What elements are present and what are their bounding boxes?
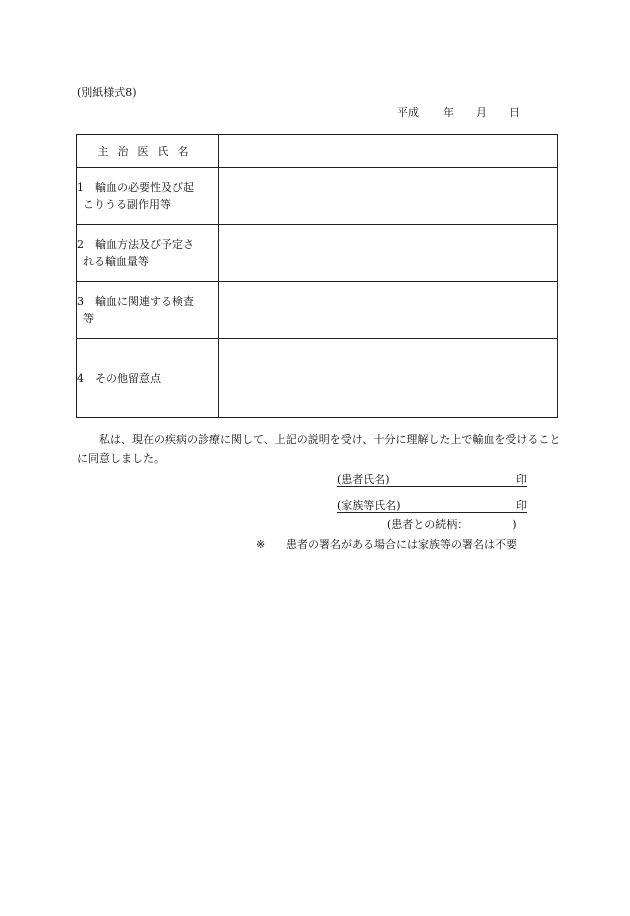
necessity-field[interactable] bbox=[219, 168, 558, 225]
table-row bbox=[77, 135, 558, 168]
signature-note bbox=[256, 536, 517, 552]
date-day: 日 bbox=[509, 106, 520, 119]
consent-statement: 私は、現在の疾病の診療に関して、上記の説明を受け、十分に理解した上で輸血を受けることに同意しました。 bbox=[77, 433, 561, 465]
doctor-name-field[interactable] bbox=[219, 135, 558, 168]
tests-field[interactable] bbox=[219, 282, 558, 339]
note-text: 患者の署名がある場合には家族等の署名は不要 bbox=[286, 538, 517, 551]
relationship-field[interactable] bbox=[387, 516, 517, 532]
item-label-necessity bbox=[77, 168, 219, 225]
family-name-label: (家族等氏名) bbox=[337, 499, 401, 512]
other-notes-field[interactable] bbox=[219, 339, 558, 418]
doctor-name-label: 主治医氏名 bbox=[77, 135, 219, 168]
item-number: 3 bbox=[77, 295, 84, 308]
date-line bbox=[397, 104, 520, 120]
form-label: (別紙様式8) bbox=[77, 86, 137, 99]
seal-mark: 印 bbox=[516, 499, 527, 512]
item-number: 1 bbox=[77, 181, 84, 194]
item-number: 2 bbox=[77, 238, 84, 251]
method-field[interactable] bbox=[219, 225, 558, 282]
date-month: 月 bbox=[476, 106, 487, 119]
patient-name-label: (患者氏名) bbox=[337, 473, 390, 486]
table-row bbox=[77, 225, 558, 282]
item-text-line2: 等 bbox=[83, 312, 94, 325]
date-year: 年 bbox=[443, 106, 454, 119]
explanation-table bbox=[76, 134, 558, 418]
item-text-line1: 輸血方法及び予定さ bbox=[95, 238, 194, 251]
item-label-method bbox=[77, 225, 219, 282]
table-row bbox=[77, 168, 558, 225]
item-text-line1: 輸血に関連する検査 bbox=[95, 295, 194, 308]
item-text-line2: こりうる副作用等 bbox=[83, 198, 171, 211]
item-label-other bbox=[77, 339, 219, 418]
note-mark: ※ bbox=[256, 538, 266, 551]
item-number: 4 bbox=[77, 371, 84, 385]
table-row bbox=[77, 282, 558, 339]
item-text-line1: 輸血の必要性及び起 bbox=[95, 181, 194, 194]
table-row bbox=[77, 339, 558, 418]
patient-signature-line[interactable] bbox=[337, 471, 527, 487]
item-label-tests bbox=[77, 282, 219, 339]
relationship-close: ) bbox=[512, 518, 517, 531]
item-text-line2: れる輸血量等 bbox=[83, 255, 149, 268]
relationship-label: (患者との続柄： bbox=[387, 518, 469, 531]
date-era: 平成 bbox=[397, 106, 419, 119]
item-text-line1: その他留意点 bbox=[95, 371, 161, 385]
family-signature-line[interactable] bbox=[337, 497, 527, 513]
seal-mark: 印 bbox=[516, 473, 527, 486]
